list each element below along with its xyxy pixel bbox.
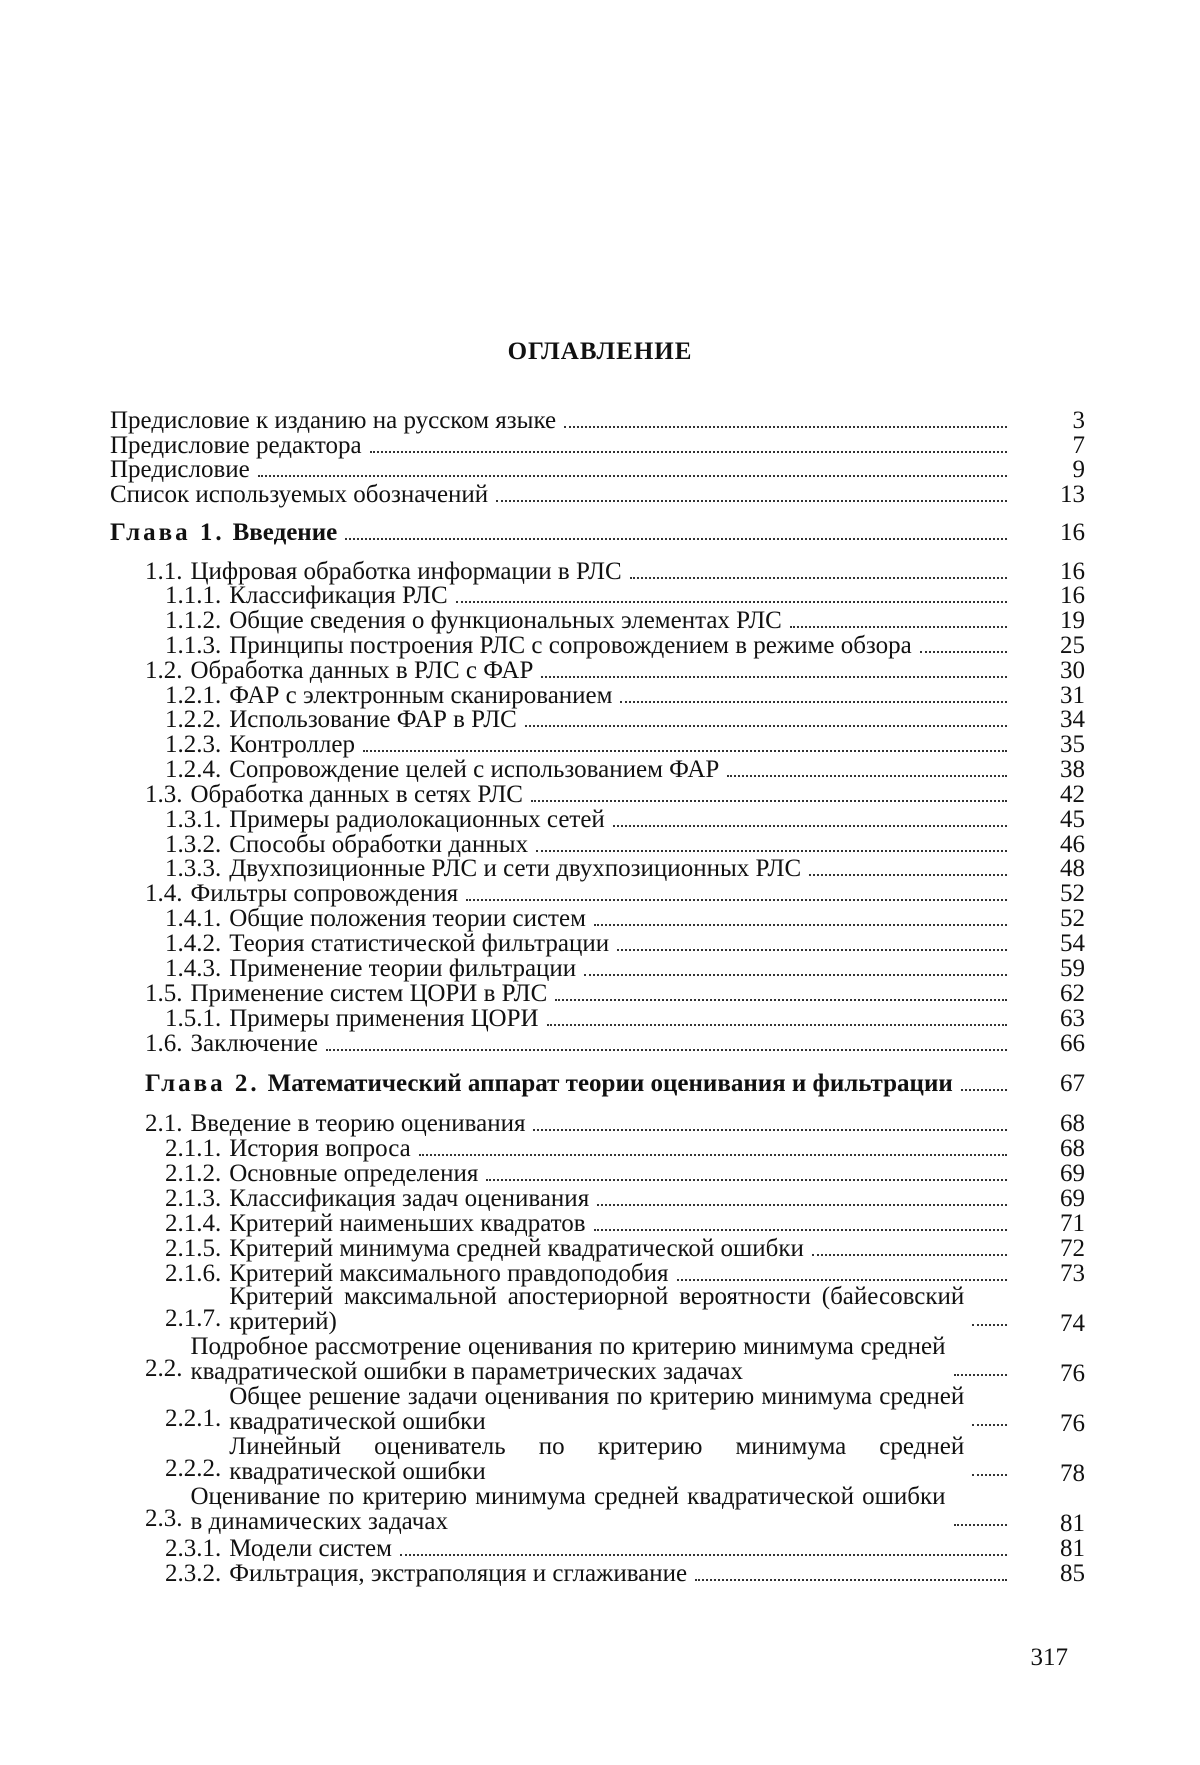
toc-entry-page: 45	[1060, 806, 1085, 833]
dot-leader	[920, 651, 1007, 653]
toc-entry-number: 1.2.3.	[165, 731, 222, 758]
toc-entry-page: 16	[1060, 519, 1085, 546]
toc-entry-number: 1.1.3.	[165, 632, 222, 659]
dot-leader	[972, 1324, 1007, 1326]
toc-entry	[110, 406, 1085, 434]
dot-leader	[456, 601, 1007, 603]
toc-entry-title: Предисловие к изданию на русском языке	[110, 407, 557, 434]
toc-entry-page: 3	[1072, 407, 1085, 434]
toc-entry-number: 1.1.1.	[165, 582, 222, 609]
toc-entry-page: 69	[1060, 1185, 1085, 1212]
dot-leader	[695, 1579, 1007, 1581]
toc-entry-number: 2.2.1.	[165, 1405, 222, 1432]
toc-entry-number: 1.4.3.	[165, 955, 222, 982]
toc-entry-page: 81	[1060, 1510, 1085, 1537]
toc-entry	[110, 1333, 1085, 1387]
toc-entry-number: 1.4.	[145, 880, 183, 907]
toc-entry-page: 7	[1072, 432, 1085, 459]
dot-leader	[486, 1179, 1007, 1181]
toc-entry-number: 1.1.2.	[165, 607, 222, 634]
toc-entry-page: 73	[1060, 1260, 1085, 1287]
toc-entry	[110, 581, 1085, 609]
toc-entry-title: Классификация задач оценивания	[229, 1185, 590, 1212]
toc-entry-number: 2.1.2.	[165, 1160, 222, 1187]
toc-entry-number: 2.3.1.	[165, 1535, 222, 1562]
toc-entry-page: 16	[1060, 558, 1085, 585]
toc-entry-page: 52	[1060, 905, 1085, 932]
toc-entry-page: 52	[1060, 880, 1085, 907]
toc-entry-title: Основные определения	[229, 1160, 479, 1187]
toc-entry-page: 67	[1060, 1070, 1085, 1097]
dot-leader	[954, 1524, 1008, 1526]
toc-entry	[110, 455, 1085, 483]
toc-entry-title: Общие сведения о функциональных элементах РЛС	[229, 607, 782, 634]
toc-entry-number: Глава 2.	[145, 1070, 260, 1097]
toc-entry	[110, 606, 1085, 634]
toc-entry-page: 31	[1060, 682, 1085, 709]
toc-entry-number: 1.5.1.	[165, 1005, 222, 1032]
toc-entry	[110, 1383, 1085, 1437]
toc-entry	[110, 879, 1085, 907]
toc-entry-number: 1.3.2.	[165, 831, 222, 858]
toc-entry-page: 34	[1060, 706, 1085, 733]
toc-entry-title: Модели систем	[229, 1535, 392, 1562]
toc-entry	[110, 1283, 1085, 1337]
toc-entry	[110, 557, 1085, 585]
toc-entry-page: 68	[1060, 1110, 1085, 1137]
toc-entry-title: Принципы построения РЛС с сопровождением в режиме обзора	[229, 632, 912, 659]
toc-entry	[110, 631, 1085, 659]
toc-entry	[110, 1069, 1085, 1097]
toc-entry-page: 85	[1060, 1560, 1085, 1587]
dot-leader	[370, 451, 1007, 453]
toc-entry-title: Оценивание по критерию минимума средней квадратической ошибки в динамических задачах	[190, 1483, 946, 1535]
dot-leader	[594, 924, 1007, 926]
toc-entry-number: 1.2.	[145, 657, 183, 684]
toc-entry-number: 1.4.1.	[165, 905, 222, 932]
toc-entry-number: 2.1.1.	[165, 1135, 222, 1162]
toc-entry-title: Фильтры сопровождения	[190, 880, 459, 907]
toc-entry	[110, 1109, 1085, 1137]
toc-entry-number: 2.1.4.	[165, 1210, 222, 1237]
toc-entry-number: Глава 1.	[110, 519, 225, 546]
dot-leader	[617, 949, 1007, 951]
toc-entry-page: 13	[1060, 481, 1085, 508]
toc-entry	[110, 518, 1085, 546]
toc-entry-page: 25	[1060, 632, 1085, 659]
toc-entry	[110, 780, 1085, 808]
toc-entry-page: 35	[1060, 731, 1085, 758]
toc-entry-page: 74	[1060, 1310, 1085, 1337]
toc-entry-title: Общее решение задачи оценивания по критерию минимума средней квадратической ошибки	[229, 1383, 965, 1435]
dot-leader	[594, 1229, 1007, 1231]
toc-entry-number: 2.1.	[145, 1110, 183, 1137]
dot-leader	[954, 1374, 1008, 1376]
toc-entry-title: Введение в теорию оценивания	[190, 1110, 526, 1137]
toc-entry-page: 78	[1060, 1460, 1085, 1487]
dot-leader	[345, 538, 1007, 540]
dot-leader	[496, 500, 1007, 502]
toc-entry-page: 76	[1060, 1410, 1085, 1437]
toc-entry-page: 59	[1060, 955, 1085, 982]
dot-leader	[972, 1474, 1007, 1476]
page-number: 317	[1030, 1644, 1068, 1671]
toc-entry-page: 62	[1060, 980, 1085, 1007]
dot-leader	[419, 1154, 1007, 1156]
toc-entry-page: 63	[1060, 1005, 1085, 1032]
toc-entry-title: Контроллер	[229, 731, 356, 758]
toc-entry-title: Двухпозиционные РЛС и сети двухпозиционных РЛС	[229, 855, 802, 882]
toc-entry-title: История вопроса	[229, 1135, 411, 1162]
dot-leader	[363, 750, 1007, 752]
dot-leader	[677, 1279, 1007, 1281]
chapter-title: Введение	[232, 519, 338, 546]
toc-entry	[110, 1534, 1085, 1562]
toc-entry	[110, 1209, 1085, 1237]
toc-entry-title: Общие положения теории систем	[229, 905, 586, 932]
toc-entry-page: 71	[1060, 1210, 1085, 1237]
dot-leader	[597, 1204, 1007, 1206]
toc-entry-title: Обработка данных в РЛС с ФАР	[190, 657, 534, 684]
toc-entry-number: 2.1.7.	[165, 1305, 222, 1332]
toc-entry-title: Применение теории фильтрации	[229, 955, 577, 982]
dot-leader	[326, 1049, 1007, 1051]
toc-entry	[110, 805, 1085, 833]
dot-leader	[547, 1024, 1007, 1026]
dot-leader	[533, 1129, 1007, 1131]
toc-entry-page: 19	[1060, 607, 1085, 634]
toc-entry-page: 76	[1060, 1360, 1085, 1387]
toc-entry-title: Способы обработки данных	[229, 831, 529, 858]
dot-leader	[613, 825, 1007, 827]
toc-entry-page: 68	[1060, 1135, 1085, 1162]
toc-entry-number: 1.3.	[145, 781, 183, 808]
dot-leader	[541, 676, 1007, 678]
dot-leader	[536, 850, 1007, 852]
toc-entry-title: Критерий максимального правдоподобия	[229, 1260, 669, 1287]
dot-leader	[620, 701, 1007, 703]
toc-entry-title: Сопровождение целей с использованием ФАР	[229, 756, 720, 783]
toc-entry-title: Заключение	[190, 1030, 318, 1057]
toc-entry-number: 1.2.1.	[165, 682, 222, 709]
toc-entry-title: Классификация РЛС	[229, 582, 448, 609]
toc-entry-title: Предисловие редактора	[110, 432, 362, 459]
toc-entry-page: 48	[1060, 855, 1085, 882]
dot-leader	[555, 999, 1007, 1001]
chapter-title: Математический аппарат теории оценивания и фильтрации	[267, 1070, 953, 1097]
toc-heading: ОГЛАВЛЕНИЕ	[507, 338, 693, 365]
dot-leader	[812, 1254, 1007, 1256]
toc-entry-title: Использование ФАР в РЛС	[229, 706, 517, 733]
toc-entry-page: 66	[1060, 1030, 1085, 1057]
toc-entry-title: Критерий наименьших квадратов	[229, 1210, 586, 1237]
dot-leader	[525, 725, 1007, 727]
toc-entry	[110, 929, 1085, 957]
toc-entry	[110, 904, 1085, 932]
toc-entry-number: 2.3.	[145, 1505, 183, 1532]
dot-leader	[531, 800, 1007, 802]
toc-entry-page: 46	[1060, 831, 1085, 858]
toc-entry	[110, 705, 1085, 733]
toc-entry-title: Критерий минимума средней квадратической ошибки	[229, 1235, 804, 1262]
toc-entry-page: 38	[1060, 756, 1085, 783]
toc-entry-page: 30	[1060, 657, 1085, 684]
toc-entry-title: Фильтрация, экстраполяция и сглаживание	[229, 1560, 688, 1587]
toc-entry-page: 81	[1060, 1535, 1085, 1562]
toc-entry-number: 2.1.3.	[165, 1185, 222, 1212]
toc-entry-number: 2.1.5.	[165, 1235, 222, 1262]
toc-entry-title: Критерий максимальной апостериорной вероятности (байесовский критерий)	[229, 1283, 965, 1335]
toc-entry-title: Применение систем ЦОРИ в РЛС	[190, 980, 548, 1007]
toc-entry-number: 1.3.1.	[165, 806, 222, 833]
toc-entry	[110, 1234, 1085, 1262]
dot-leader	[584, 974, 1007, 976]
toc-entry-number: 1.2.4.	[165, 756, 222, 783]
toc-entry-number: 2.3.2.	[165, 1560, 222, 1587]
toc-entry-number: 1.5.	[145, 980, 183, 1007]
dot-leader	[630, 577, 1007, 579]
toc-entry-title: Список используемых обозначений	[110, 481, 489, 508]
toc-entry	[110, 656, 1085, 684]
toc-entry	[110, 1029, 1085, 1057]
dot-leader	[564, 426, 1007, 428]
toc-entry-page: 72	[1060, 1235, 1085, 1262]
toc-entry-title: Предисловие	[110, 456, 250, 483]
toc-entry-title: Теория статистической фильтрации	[229, 930, 610, 957]
toc-entry	[110, 755, 1085, 783]
dot-leader	[466, 899, 1007, 901]
toc-entry	[110, 1159, 1085, 1187]
dot-leader	[727, 775, 1007, 777]
toc-entry-number: 1.6.	[145, 1030, 183, 1057]
toc-entry	[110, 1004, 1085, 1032]
toc-entry-page: 42	[1060, 781, 1085, 808]
toc-entry	[110, 1184, 1085, 1212]
toc-entry	[110, 431, 1085, 459]
toc-entry	[110, 681, 1085, 709]
toc-entry-title: Обработка данных в сетях РЛС	[190, 781, 523, 808]
toc-entry-page: 16	[1060, 582, 1085, 609]
toc-entry	[110, 1259, 1085, 1287]
toc-entry-title: ФАР с электронным сканированием	[229, 682, 613, 709]
dot-leader	[790, 626, 1007, 628]
toc-entry-number: 1.2.2.	[165, 706, 222, 733]
toc-entry-title: Линейный оцениватель по критерию минимума средней квадратической ошибки	[229, 1433, 965, 1485]
toc-entry	[110, 480, 1085, 508]
toc-entry	[110, 979, 1085, 1007]
toc-entry	[110, 954, 1085, 982]
dot-leader	[961, 1089, 1007, 1091]
toc-entry-number: 1.1.	[145, 558, 183, 585]
toc-entry-page: 54	[1060, 930, 1085, 957]
toc-entry-title: Подробное рассмотрение оценивания по критерию минимума средней квадратической ошибки в параметрических задачах	[190, 1333, 946, 1385]
toc-entry-number: 2.2.2.	[165, 1455, 222, 1482]
toc-entry-number: 2.2.	[145, 1355, 183, 1382]
toc-entry-number: 1.4.2.	[165, 930, 222, 957]
toc-entry-title: Примеры применения ЦОРИ	[229, 1005, 539, 1032]
toc-entry-number: 2.1.6.	[165, 1260, 222, 1287]
dot-leader	[258, 475, 1007, 477]
dot-leader	[809, 874, 1007, 876]
toc-entry	[110, 1483, 1085, 1537]
toc-entry-title: Примеры радиолокационных сетей	[229, 806, 605, 833]
dot-leader	[972, 1424, 1007, 1426]
toc-entry-title: Цифровая обработка информации в РЛС	[190, 558, 622, 585]
toc-entry-page: 9	[1072, 456, 1085, 483]
dot-leader	[400, 1554, 1007, 1556]
toc-entry	[110, 1559, 1085, 1587]
toc-entry-page: 69	[1060, 1160, 1085, 1187]
toc-entry-number: 1.3.3.	[165, 855, 222, 882]
toc-entry	[110, 854, 1085, 882]
toc-entry	[110, 730, 1085, 758]
toc-entry	[110, 1134, 1085, 1162]
toc-entry	[110, 830, 1085, 858]
toc-entry	[110, 1433, 1085, 1487]
